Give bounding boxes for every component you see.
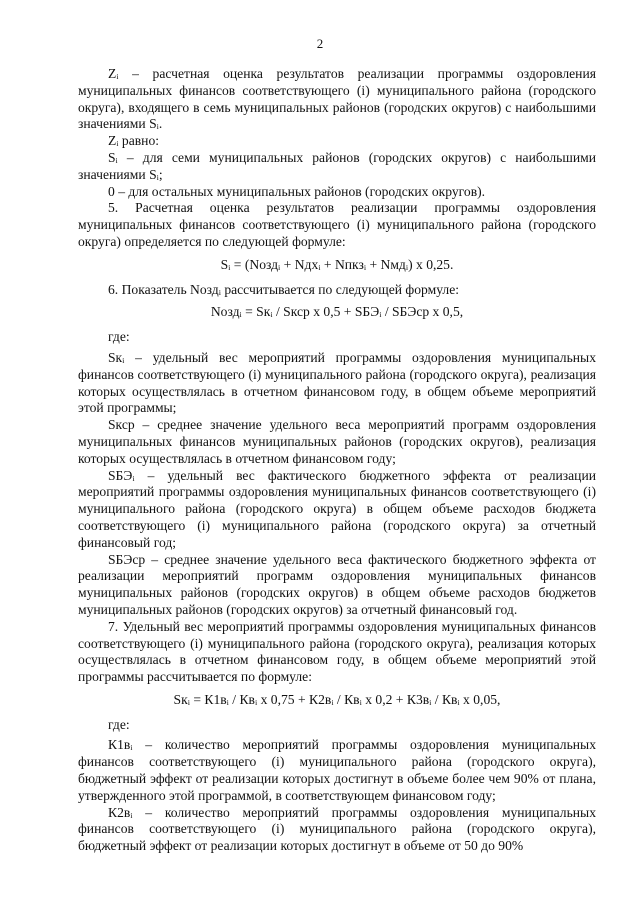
paragraph-z-case-zero: 0 – для остальных муниципальных районов (городских округов). (108, 183, 486, 199)
paragraph-item-7: 7. Удельный вес мероприятий программы оздоровления муниципальных финансов соответствующего (i) муниципального района (городского округа), реализация которых осуществлялась в отчетном финансовом году, в общем объеме мероприятий этой программы рассчитывается по формуле: (78, 618, 596, 685)
paragraph-z-case-s: Sᵢ – для семи муниципальных районов (городских округов) с наибольшими значениями Sᵢ; (78, 149, 596, 182)
formula-s: Sᵢ = (Nоздᵢ + Nдхᵢ + Nпкзᵢ + Nмдᵢ) x 0,25. (220, 256, 454, 272)
definition-k1v: К1вᵢ – количество мероприятий программы оздоровления муниципальных финансов соответствующего (i) муниципального района (городского округа), бюджетный эффект от реализации которых достигнут в объеме более чем 90% от плана, утвержденного этой программой, в соответствующем финансовом году; (78, 737, 596, 803)
document-body (78, 66, 596, 855)
definition-k2v: К2вᵢ – количество мероприятий программы оздоровления муниципальных финансов соответствующего (i) муниципального района (городского округа), бюджетный эффект от реализации которых достигнут в объеме от 50 до 90% (78, 804, 596, 854)
definition-sk-avg: Sкср – среднее значение удельного веса мероприятий программ оздоровления муниципальных финансов муниципальных районов (городских округов), реализация которых осуществлялась в отчетном финансовом году; (78, 417, 596, 466)
where-label: где: (108, 329, 130, 345)
definition-sbe: SБЭᵢ – удельный вес фактического бюджетного эффекта от реализации мероприятий программы оздоровления муниципальных финансов соответствующего (i) муниципального района (городского округа) в общем объеме расходов бюджета соответствующего (i) муниципального района (городского округа) за отчетный финансовый год; (78, 467, 596, 550)
formula-sk: Sкᵢ = К1вᵢ / Квᵢ x 0,75 + К2вᵢ / Квᵢ x 0,2 + К3вᵢ / Квᵢ x 0,05, (173, 691, 501, 707)
paragraph-item-6: 6. Показатель Nоздᵢ рассчитывается по следующей формуле: (108, 281, 460, 297)
paragraph-z-equals: Zᵢ равно: (108, 133, 160, 149)
page-number: 2 (316, 36, 324, 51)
paragraph-item-5: 5. Расчетная оценка результатов реализации программы оздоровления муниципальных финансов соответствующего (i) муниципального района (городского округа) определяется по следующей формуле: (78, 200, 596, 249)
where-label: где: (108, 716, 130, 732)
definition-sbe-avg: SБЭср – среднее значение удельного веса фактического бюджетного эффекта от реализации мероприятий программ оздоровления муниципальных финансов муниципальных районов (городских округов) в общем объеме расходов бюджетов муниципальных районов (городских округов) за отчетный финансовый год. (78, 551, 596, 617)
formula-nozd: Nоздᵢ = Sкᵢ / Sкср x 0,5 + SБЭᵢ / SБЭср x 0,5, (210, 304, 464, 320)
paragraph-z-definition: Zᵢ – расчетная оценка результатов реализации программы оздоровления муниципальных финансов соответствующего (i) муниципального района (городского округа), входящего в семь муниципальных районов (городских округов) с наибольшими значениями Sᵢ. (78, 66, 596, 132)
definition-sk: Sкᵢ – удельный вес мероприятий программы оздоровления муниципальных финансов соответствующего (i) муниципального района (городского округа), реализация которых осуществлялась в отчетном финансовом году, в общем объеме мероприятий этой программы; (78, 349, 596, 416)
